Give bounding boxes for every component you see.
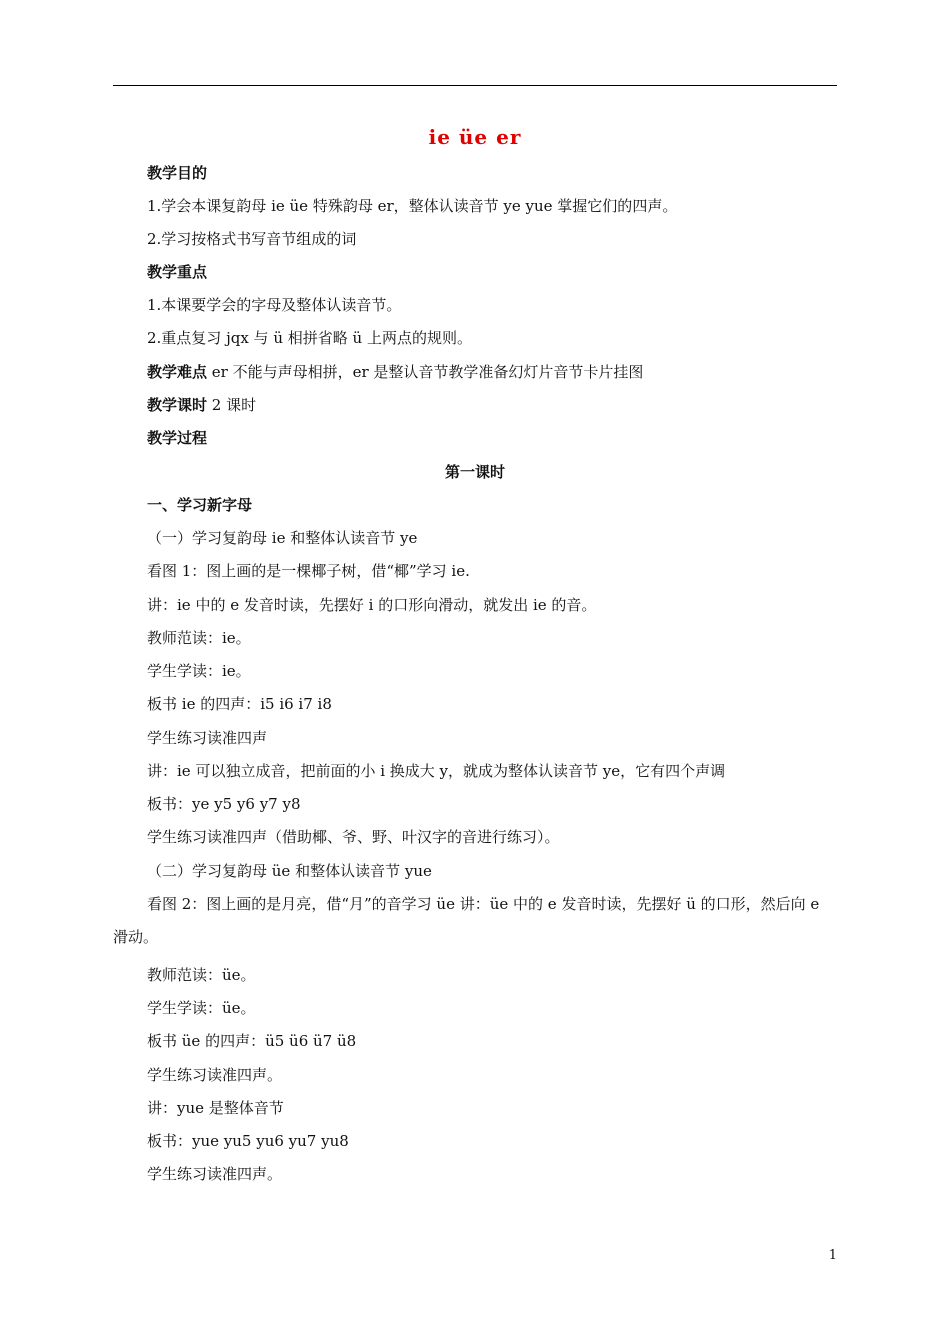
header-rule xyxy=(113,85,837,86)
paragraph-line: 板书 üe 的四声：ü5 ü6 ü7 ü8 xyxy=(147,1032,357,1050)
paragraph-line: 讲：ie 可以独立成音，把前面的小 i 换成大 y，就成为整体认读音节 ye，它有四个声调 xyxy=(147,762,726,780)
page-number: 1 xyxy=(828,1248,837,1263)
goal-item-1: 1.学会本课复韵母 ie üe 特殊韵母 er，整体认读音节 ye yue 掌握它们的四声。 xyxy=(147,197,678,215)
paragraph-line: 讲：ie 中的 e 发音时读，先摆好 i 的口形向滑动，就发出 ie 的音。 xyxy=(147,596,597,614)
paragraph-line: 学生练习读准四声（借助椰、爷、野、叶汉字的音进行练习）。 xyxy=(147,828,560,846)
paragraph-line: 板书：ye y5 y6 y7 y8 xyxy=(147,795,301,813)
process-heading: 教学过程 xyxy=(147,429,208,447)
paragraph-line: 学生练习读准四声。 xyxy=(147,1066,283,1084)
key-item-2: 2.重点复习 jqx 与 ü 相拼省略 ü 上两点的规则。 xyxy=(147,329,472,347)
hours-text: 2 课时 xyxy=(207,396,257,414)
paragraph-line: 讲：yue 是整体音节 xyxy=(147,1099,284,1117)
hours-label: 教学课时 xyxy=(147,396,208,414)
hours-line xyxy=(147,394,256,416)
paragraph-line: 教师范读：ie。 xyxy=(147,629,251,647)
goal-item-2: 2.学习按格式书写音节组成的词 xyxy=(147,230,357,248)
paragraph-line: 学生练习读准四声。 xyxy=(147,1165,283,1183)
paragraph-line: 学生练习读准四声 xyxy=(147,729,268,747)
paragraph-wrapped: 看图 2：图上画的是月亮，借“月”的音学习 üe 讲：üe 中的 e 发音时读，先摆好 ü 的口形，然后向 e 滑动。 xyxy=(113,895,820,946)
difficulty-text: er 不能与声母相拼，er 是整认音节教学准备幻灯片音节卡片挂图 xyxy=(207,363,644,381)
paragraph-line: 板书：yue yu5 yu6 yu7 yu8 xyxy=(147,1132,349,1150)
lesson1-heading: 第一课时 xyxy=(444,463,505,481)
paragraph-line: 看图 1：图上画的是一棵椰子树，借“椰”学习 ie. xyxy=(147,562,470,580)
paragraph-line: 教师范读：üe。 xyxy=(147,966,256,984)
key-heading: 教学重点 xyxy=(147,263,208,281)
key-item-1: 1.本课要学会的字母及整体认读音节。 xyxy=(147,296,402,314)
difficulty-line xyxy=(147,361,643,383)
paragraph-line: （二）学习复韵母 üe 和整体认读音节 yue xyxy=(147,862,432,880)
paragraph-line: 板书 ie 的四声：i5 i6 i7 i8 xyxy=(147,695,332,713)
paragraph-line: 学生学读：üe。 xyxy=(147,999,256,1017)
paragraph-line: 学生学读：ie。 xyxy=(147,662,251,680)
goal-heading: 教学目的 xyxy=(147,164,208,182)
page-title: ie üe er xyxy=(428,125,522,149)
paragraph-line: （一）学习复韵母 ie 和整体认读音节 ye xyxy=(147,529,418,547)
section1-heading: 一、学习新字母 xyxy=(147,496,253,514)
difficulty-label: 教学难点 xyxy=(147,363,208,381)
